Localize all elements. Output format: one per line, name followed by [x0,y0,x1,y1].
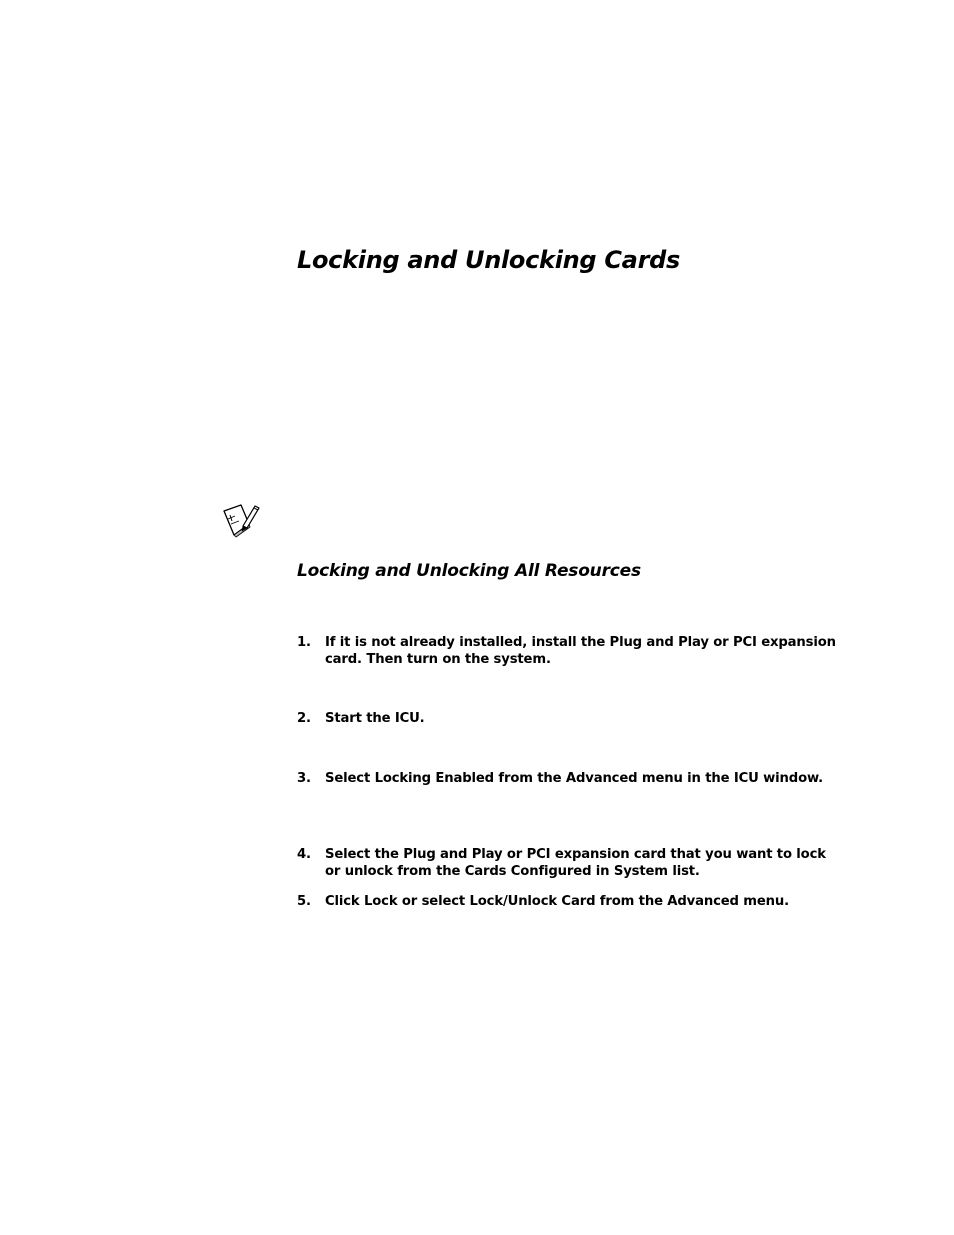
step-item-5 [297,893,837,910]
step-text: Click Lock or select Lock/Unlock Card from the Advanced menu. [325,894,790,909]
step-number: 4. [297,847,311,862]
step-number: 1. [297,635,311,650]
step-text: Start the ICU. [325,711,425,726]
step-item-2 [297,710,837,727]
step-text: Select Locking Enabled from the Advanced menu in the ICU window. [325,771,824,786]
step-number: 5. [297,894,311,909]
step-text: Select the Plug and Play or PCI expansion card that you want to lock or unlock from the Cards Configured in System list. [325,847,826,879]
step-text: If it is not already installed, install the Plug and Play or PCI expansion card. Then turn on the system. [325,635,836,667]
step-item-4 [297,846,837,880]
step-item-1 [297,634,837,668]
note-pencil-icon [222,502,262,538]
step-number: 3. [297,771,311,786]
step-item-3 [297,770,837,787]
section-title: Locking and Unlocking All Resources [297,561,641,581]
step-number: 2. [297,711,311,726]
page-title: Locking and Unlocking Cards [297,246,680,274]
